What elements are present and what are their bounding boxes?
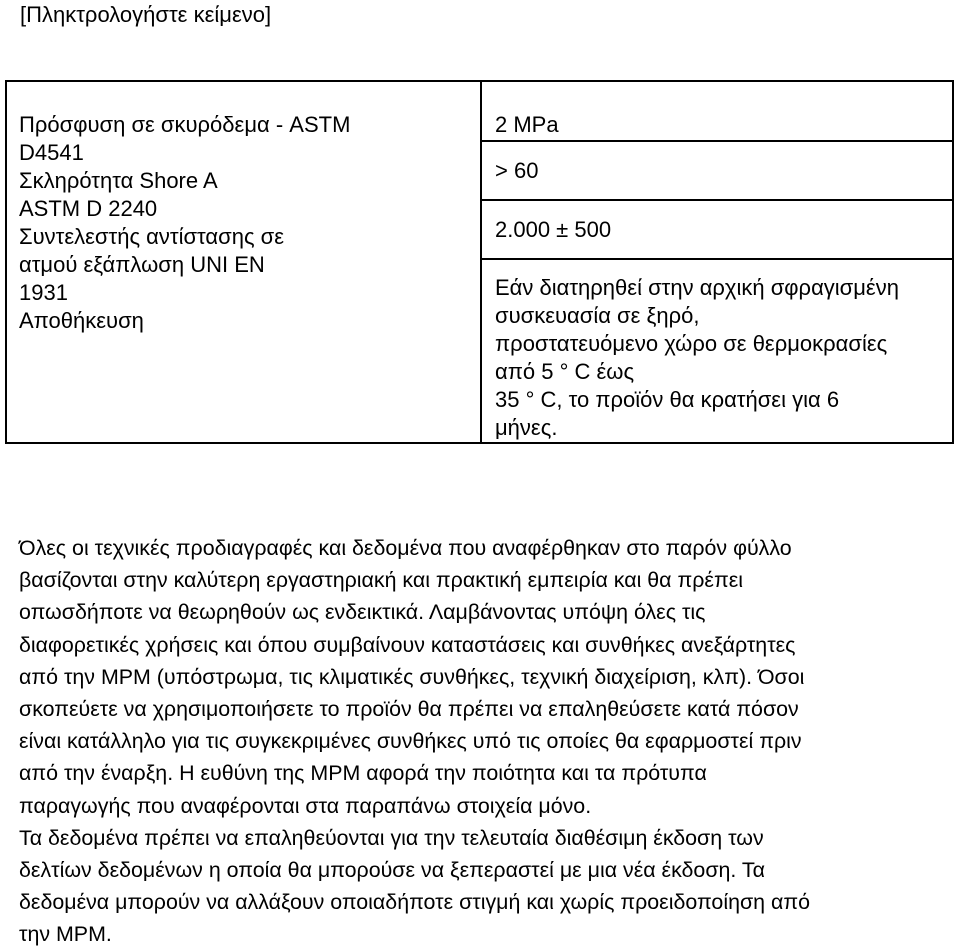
header-placeholder-text: [Πληκτρολογήστε κείμενο]: [20, 2, 272, 27]
disclaimer-text: [19, 532, 949, 951]
text-line: από την MPM (υπόστρωμα, τις κλιματικές συνθήκες, τεχνική διαχείριση, κλπ). Όσοι: [19, 664, 805, 689]
text-line: παραγωγής που αναφέρονται στα παραπάνω στοιχεία μόνο.: [19, 793, 592, 818]
value-storage: Εάν διατηρηθεί στην αρχική σφραγισμένη συσκευασία σε ξηρό, προστατευόμενο χώρο σε θερμοκρασίες από 5 ° C έως 35 ° C, το προϊόν θα κρατήσει για 6 μήνες.: [495, 275, 899, 440]
value-adhesion: 2 MPa: [482, 82, 952, 142]
label-vapor-resistance: Συντελεστής αντίστασης σε ατμού εξάπλωση UNI EN 1931: [19, 224, 285, 305]
text-line: διαφορετικές χρήσεις και όπου συμβαίνουν καταστάσεις και συνθήκες ανεξάρτητες: [19, 632, 796, 657]
text-line: την MPM.: [19, 922, 112, 947]
text-line: από την έναρξη. Η ευθύνη της MPM αφορά την ποιότητα και τα πρότυπα: [19, 761, 707, 786]
label-adhesion: Πρόσφυση σε σκυρόδεμα - ASTM D4541: [19, 112, 351, 165]
disclaimer-paragraph: [19, 532, 949, 951]
text-line: Τα δεδομένα πρέπει να επαληθεύονται για την τελευταία διαθέσιμη έκδοση των: [19, 825, 764, 850]
text-line: Όλες οι τεχνικές προδιαγραφές και δεδομένα που αναφέρθηκαν στο παρόν φύλλο: [19, 536, 792, 560]
text-line: οπωσδήποτε να θεωρηθούν ως ενδεικτικά. Λαμβάνοντας υπόψη όλες τις: [19, 600, 706, 625]
table-row: [6, 81, 953, 443]
text-line: δεδομένα μπορούν να αλλάξουν οποιαδήποτε στιγμή και χωρίς προειδοποίηση από: [19, 890, 811, 915]
label-storage: Αποθήκευση: [19, 308, 144, 333]
value-shore-hardness: > 60: [482, 142, 952, 201]
text-line: είναι κατάλληλο για τις συγκεκριμένες συνθήκες υπό τις οποίες θα εφαρμοστεί πριν: [19, 729, 802, 754]
spec-table: [5, 80, 954, 444]
text-line: δελτίων δεδομένων η οποία θα μπορούσε να ξεπεραστεί με μια νέα έκδοση. Τα: [19, 858, 766, 883]
label-list: [7, 82, 480, 341]
label-shore-hardness: Σκληρότητα Shore A ASTM D 2240: [19, 168, 218, 221]
value-vapor-resistance: 2.000 ± 500: [482, 201, 952, 260]
label-cell: [6, 81, 481, 443]
text-line: σκοπεύετε να χρησιμοποιήσετε το προϊόν θα πρέπει να επαληθεύσετε κατά πόσον: [19, 697, 799, 722]
value-cell: [481, 81, 953, 443]
text-line: βασίζονται στην καλύτερη εργαστηριακή και πρακτική εμπειρία και θα πρέπει: [19, 568, 743, 593]
